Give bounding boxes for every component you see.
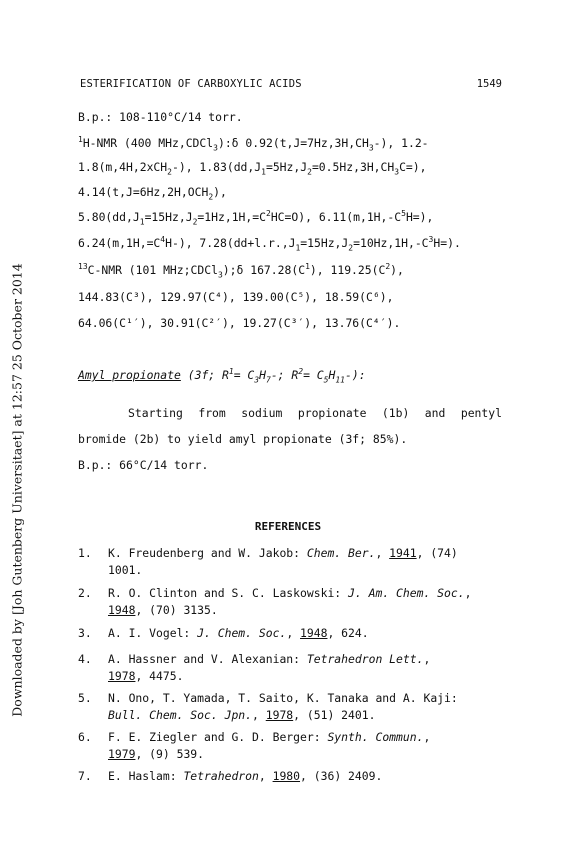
reference-item: 6. F. E. Ziegler and G. D. Berger: Synth. Commun., 1979, (9) 539. [78, 730, 431, 761]
procedure-line-1: Starting from sodium propionate (1b) and pentyl [128, 406, 502, 420]
boiling-point: B.p.: 108-110°C/14 torr. [78, 110, 243, 124]
reference-item: 7. E. Haslam: Tetrahedron, 1980, (36) 2409. [78, 769, 383, 783]
running-title: ESTERIFICATION OF CARBOXYLIC ACIDS [80, 78, 302, 90]
download-watermark: Downloaded by [Joh Gutenberg Universitaet] at 12:57 25 October 2014 [9, 263, 25, 717]
hnmr-line-5: $6.24(m,1H,=C^4H-)$, $7.28(dd+l.r.,J_1=15Hz,J_2=10Hz,1H,-C^3H=)$. [78, 235, 461, 253]
hnmr-line-1: $^1$H-NMR (400 MHz,CDCl$_3$):δ $0.92(t,J=7Hz,3H,CH_3-)$, 1.2- [78, 135, 429, 153]
cnmr-line-1: $^{13}$C-NMR (101 MHz;CDCl$_3$);δ $167.28(C^1)$, $119.25(C^2)$, [78, 262, 404, 280]
running-header [80, 78, 502, 92]
boiling-point-2: B.p.: 66°C/14 torr. [78, 458, 209, 472]
references-heading: REFERENCES [254, 520, 322, 533]
procedure-line-2: bromide (2b) to yield amyl propionate (3f; 85%). [78, 432, 408, 446]
reference-item: 1. K. Freudenberg and W. Jakob: Chem. Ber., 1941, (74) 1001. [78, 546, 458, 577]
hnmr-line-2: 1.8(m,4H,2xCH$_2$-), $1.83(dd,J_1=5Hz,J_2=0.5Hz,3H,CH_3C=)$, [78, 160, 427, 177]
reference-item: 5. N. Ono, T. Yamada, T. Saito, K. Tanaka and A. Kaji: Bull. Chem. Soc. Jpn., 1978, (51) 2401. [78, 691, 458, 722]
page-number: 1549 [476, 78, 502, 90]
reference-item: 3. A. I. Vogel: J. Chem. Soc., 1948, 624. [78, 626, 369, 640]
compound-heading: Amyl propionate (3f; $R^1= C_3H_7-$; $R^2= C_5H_{11}-$): [78, 367, 366, 385]
cnmr-line-3: 64.06(C¹′), 30.91(C²′), 19.27(C³′), 13.76(C⁴′). [78, 316, 401, 330]
reference-item: 2. R. O. Clinton and S. C. Laskowski: J. Am. Chem. Soc., 1948, (70) 3135. [78, 586, 472, 617]
hnmr-line-3: $4.14(t,J=6Hz,2H,OCH_2)$, [78, 185, 227, 202]
reference-item: 4. A. Hassner and V. Alexanian: Tetrahedron Lett., 1978, 4475. [78, 652, 431, 683]
cnmr-line-2: 144.83(C³), 129.97(C⁴), 139.00(C⁵), 18.59(C⁶), [78, 290, 394, 304]
hnmr-line-4: $5.80(dd,J_1=15Hz,J_2=1Hz,1H,=C^2HC=O)$, $6.11(m,1H,-C^5H=)$, [78, 209, 434, 227]
